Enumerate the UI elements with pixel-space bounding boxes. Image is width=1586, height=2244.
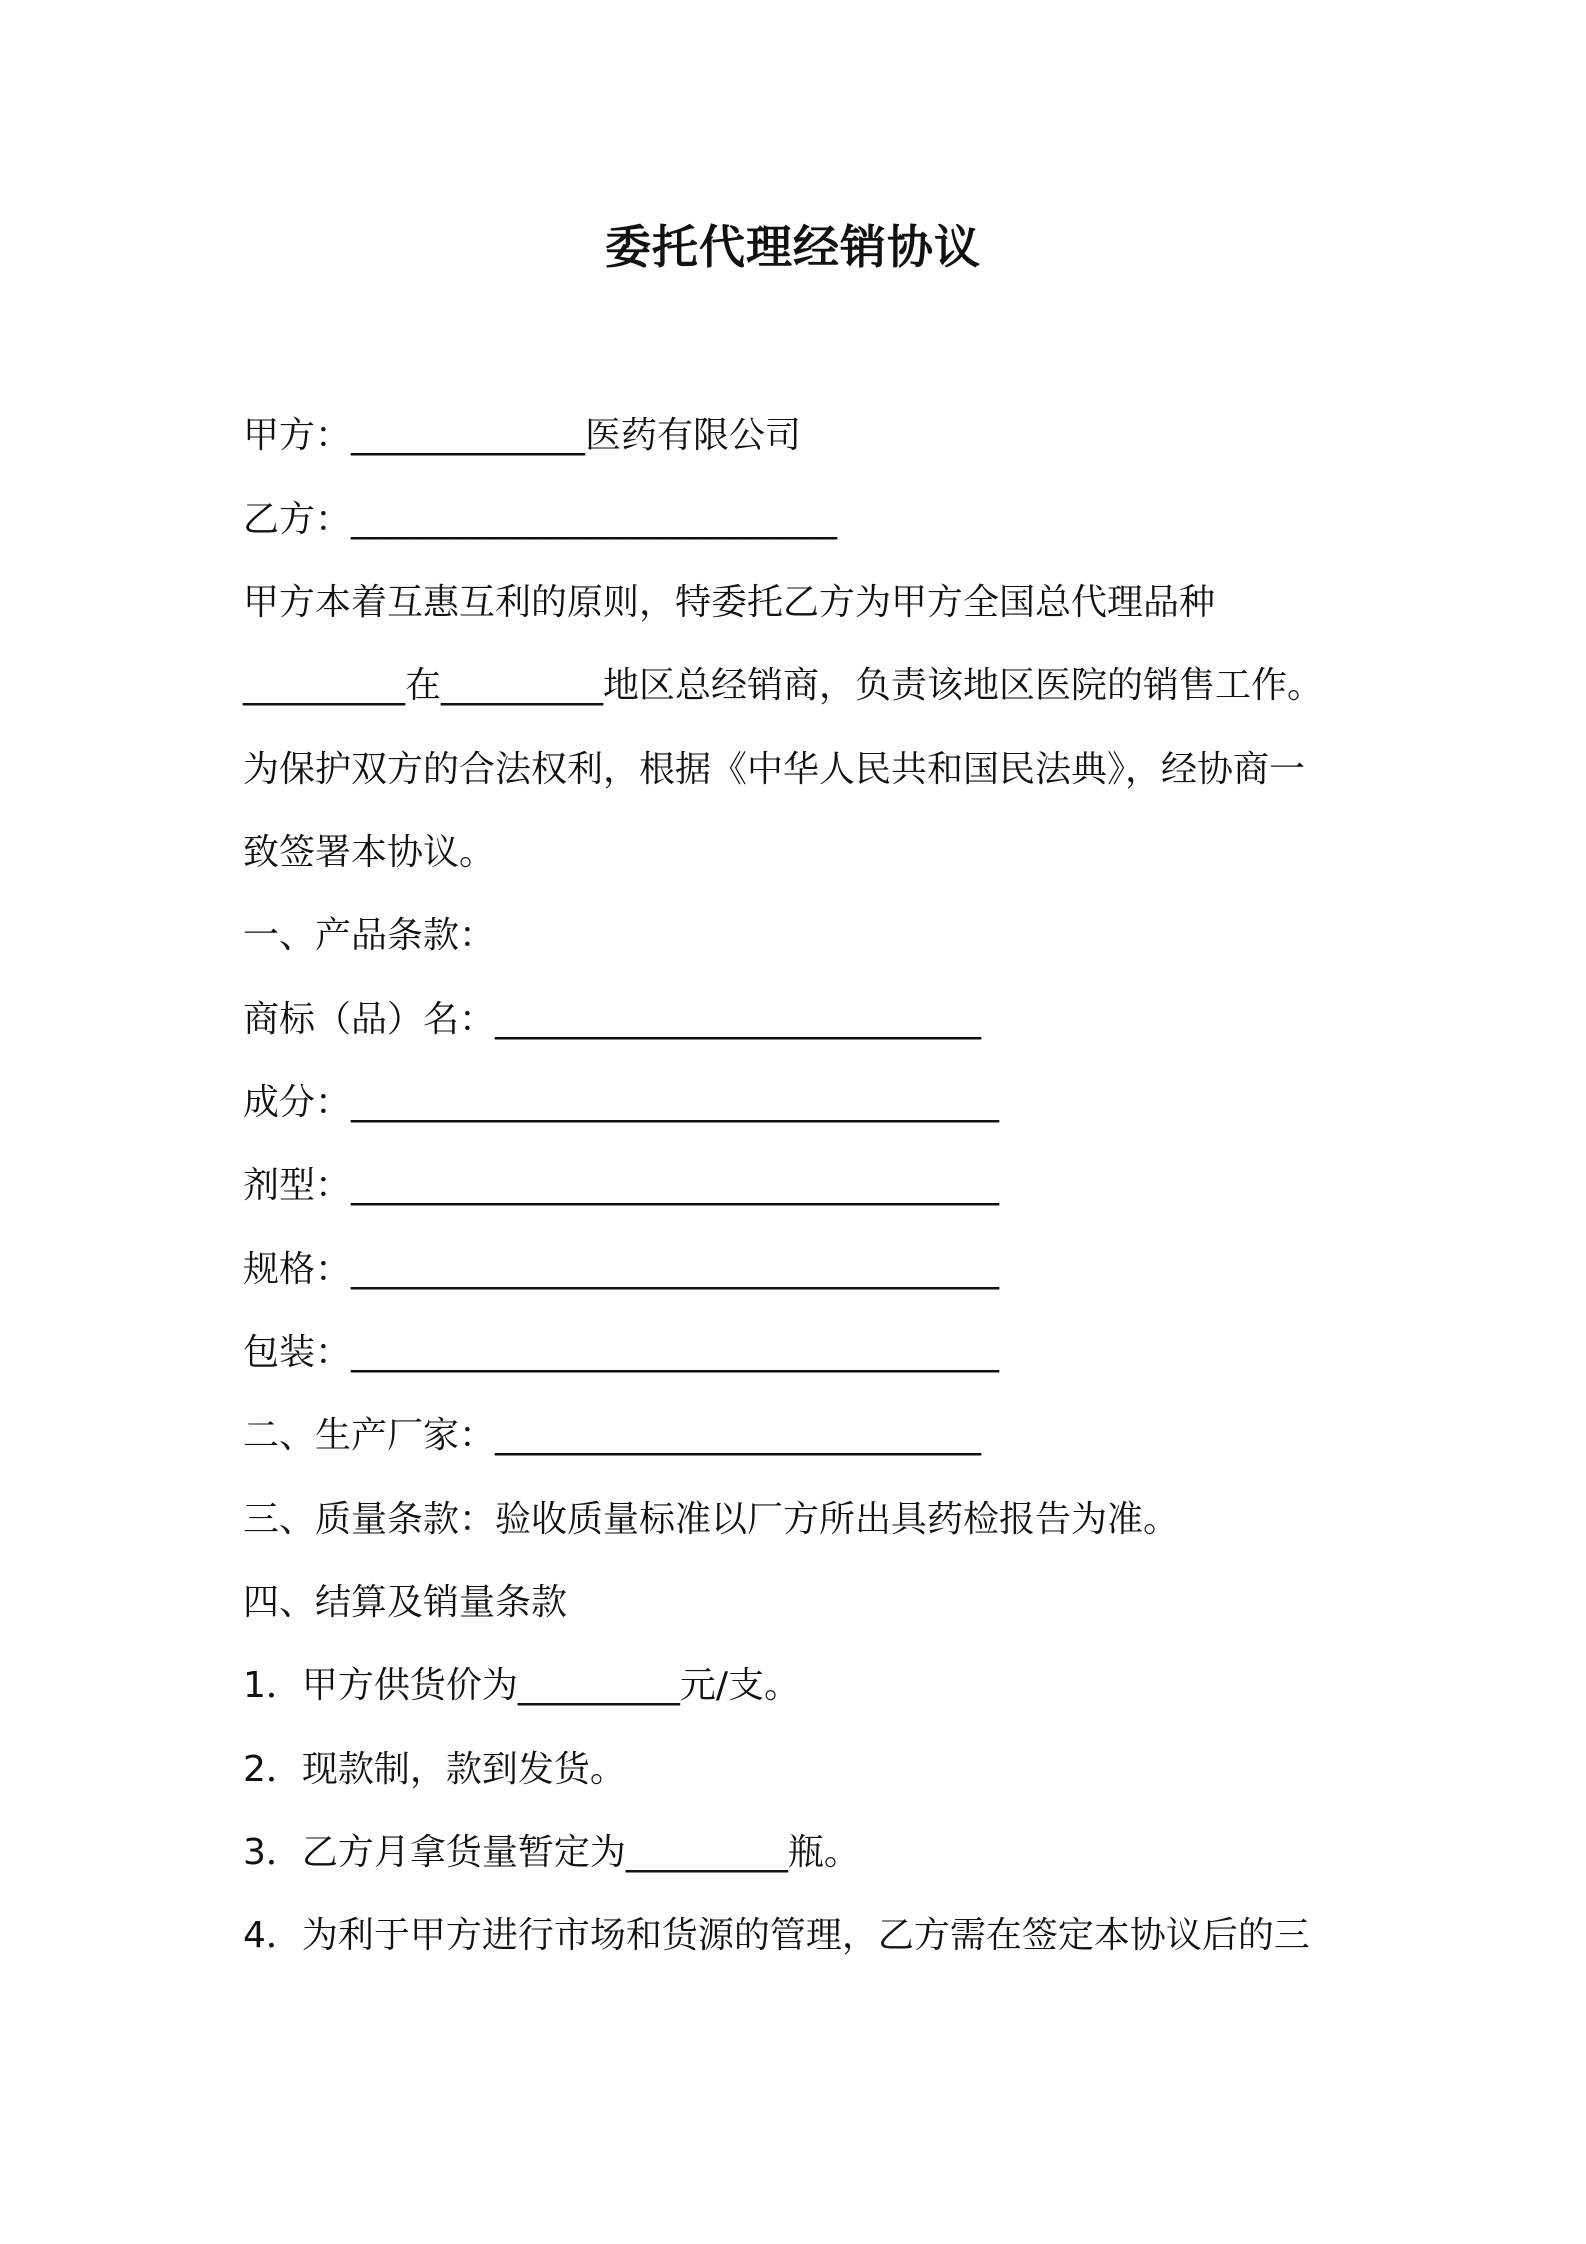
ingredients-field: 成分：____________________________________ <box>243 1082 1000 1123</box>
quality-clause: 三、质量条款：验收质量标准以厂方所出具药检报告为准。 <box>243 1499 1180 1540</box>
trademark-field: 商标（品）名：___________________________ <box>243 999 982 1040</box>
manufacturer-field: 二、生产厂家：___________________________ <box>243 1415 982 1456</box>
preamble-line-1: 甲方本着互惠互利的原则，特委托乙方为甲方全国总代理品种 <box>243 582 1216 623</box>
settlement-item-1: 1．甲方供货价为_________元/支。 <box>243 1665 801 1706</box>
settlement-item-4: 4．为利于甲方进行市场和货源的管理，乙方需在签定本协议后的三 <box>243 1915 1310 1956</box>
specification-field: 规格：____________________________________ <box>243 1249 1000 1290</box>
party-a-line: 甲方：_____________医药有限公司 <box>243 415 802 456</box>
settlement-item-3: 3．乙方月拿货量暂定为_________瓶。 <box>243 1832 860 1873</box>
settlement-item-2: 2．现款制，款到发货。 <box>243 1749 626 1790</box>
section-product-heading: 一、产品条款： <box>243 915 496 956</box>
party-b-line: 乙方：___________________________ <box>243 499 838 540</box>
settlement-heading: 四、结算及销量条款 <box>243 1582 568 1623</box>
dosage-form-field: 剂型：____________________________________ <box>243 1165 1000 1206</box>
packaging-field: 包装：____________________________________ <box>243 1332 1000 1373</box>
preamble-line-4: 致签署本协议。 <box>243 832 496 873</box>
preamble-line-2: _________在_________地区总经销商，负责该地区医院的销售工作。 <box>243 665 1324 706</box>
document-title: 委托代理经销协议 <box>605 220 981 274</box>
preamble-line-3: 为保护双方的合法权利，根据《中华人民共和国民法典》，经协商一 <box>243 749 1306 790</box>
